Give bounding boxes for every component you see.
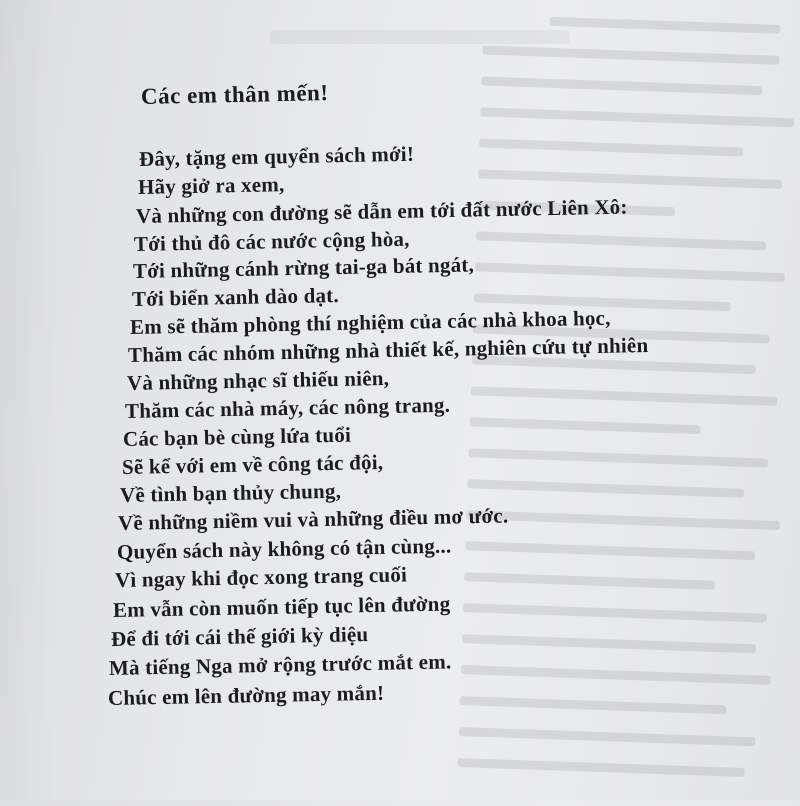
poem-line: Quyển sách này không có tận cùng... (116, 533, 452, 564)
poem-line: Thăm các nhóm những nhà thiết kế, nghiên cứu tự nhiên (127, 333, 649, 367)
poem-line: Tới biển xanh dào dạt. (131, 283, 340, 311)
bleed-through-text (456, 14, 800, 805)
poem-line: Về những niềm vui và những điều mơ ước. (117, 503, 509, 535)
poem-line: Mà tiếng Nga mở rộng trước mắt em. (108, 649, 452, 680)
page-heading: Các em thân mến! (140, 80, 329, 109)
poem-line: Các bạn bè cùng lứa tuổi (122, 422, 352, 451)
poem-line: Vì ngay khi đọc xong trang cuối (114, 562, 408, 592)
poem-line: Em vẫn còn muốn tiếp tục lên đường (112, 591, 451, 622)
poem-line: Và những nhạc sĩ thiếu niên, (126, 365, 390, 395)
poem-line: Chúc em lên đường may mắn! (107, 680, 385, 710)
poem-line: Sẽ kể với em về công tác đội, (121, 449, 384, 479)
poem-line: Về tình bạn thủy chung, (119, 478, 342, 507)
poem-line: Hãy giở ra xem, (137, 172, 285, 199)
poem-line: Và những con đường sẽ dẫn em tới đất nước Liên Xô: (135, 194, 628, 228)
poem-line: Đây, tặng em quyển sách mới! (138, 141, 415, 171)
poem-line: Tới những cánh rừng tai-ga bát ngát, (132, 252, 475, 283)
page-gutter-shadow (0, 0, 60, 800)
poem-line: Thăm các nhà máy, các nông trang. (124, 392, 451, 423)
poem-line: Để đi tới cái thế giới kỳ diệu (110, 622, 369, 651)
poem-line: Em sẽ thăm phòng thí nghiệm của các nhà khoa học, (129, 305, 611, 339)
poem-line: Tới thủ đô các nước cộng hòa, (133, 226, 410, 256)
